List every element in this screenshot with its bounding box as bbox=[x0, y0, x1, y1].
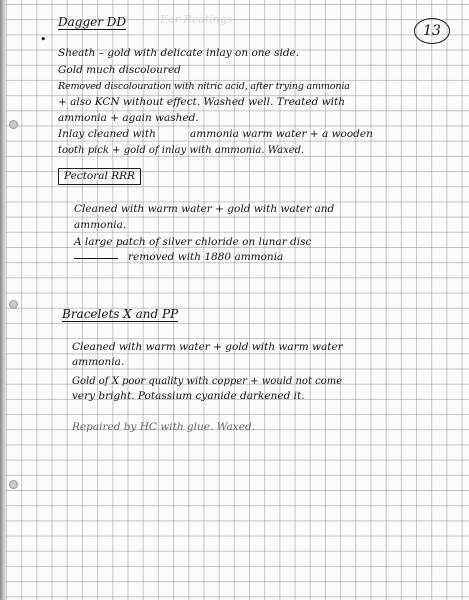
binding-hole bbox=[9, 480, 18, 489]
note-line: tooth pick + gold of inlay with ammonia. Waxed. bbox=[58, 145, 305, 156]
scribbled-out-word bbox=[74, 250, 118, 259]
note-line: Cleaned with warm water + gold with warm water bbox=[72, 341, 343, 353]
section-heading-dagger: Dagger DD bbox=[58, 15, 127, 29]
section-heading-pectoral: Pectoral RRR bbox=[58, 168, 141, 185]
note-line: ammonia. bbox=[74, 219, 127, 231]
note-line: ammonia. bbox=[72, 356, 125, 368]
note-line: very bright. Potassium cyanide darkened it. bbox=[72, 390, 305, 402]
margin-mark: • bbox=[40, 33, 47, 46]
note-line: Gold much discoloured bbox=[58, 64, 181, 76]
note-line: Sheath – gold with delicate inlay on one side. bbox=[58, 47, 300, 59]
section-heading-bracelets: Bracelets X and PP bbox=[62, 307, 179, 321]
note-line: A large patch of silver chloride on lunar disc bbox=[74, 236, 312, 248]
binding-hole bbox=[9, 120, 18, 129]
note-line: Gold of X poor quality with copper + would not come bbox=[72, 376, 343, 387]
note-line: Cleaned with warm water + gold with water and bbox=[74, 203, 335, 215]
page-number: 13 bbox=[414, 18, 450, 44]
binding-hole bbox=[9, 300, 18, 309]
note-line: Removed discolouration with nitric acid, after trying ammonia bbox=[58, 81, 350, 92]
faded-bleed-through-note: Ear Reatings bbox=[160, 13, 233, 26]
note-line: removed with 1880 ammonia bbox=[128, 251, 284, 263]
note-line: + also KCN without effect. Washed well. Treated with bbox=[58, 96, 346, 108]
struck-word bbox=[162, 127, 186, 142]
note-line: Inlay cleaned with bbox=[58, 128, 156, 140]
note-line: ammonia warm water + a wooden bbox=[190, 128, 373, 140]
note-line: Repaired by HC with glue. Waxed. bbox=[72, 421, 256, 433]
note-line: ammonia + again washed. bbox=[58, 112, 199, 124]
